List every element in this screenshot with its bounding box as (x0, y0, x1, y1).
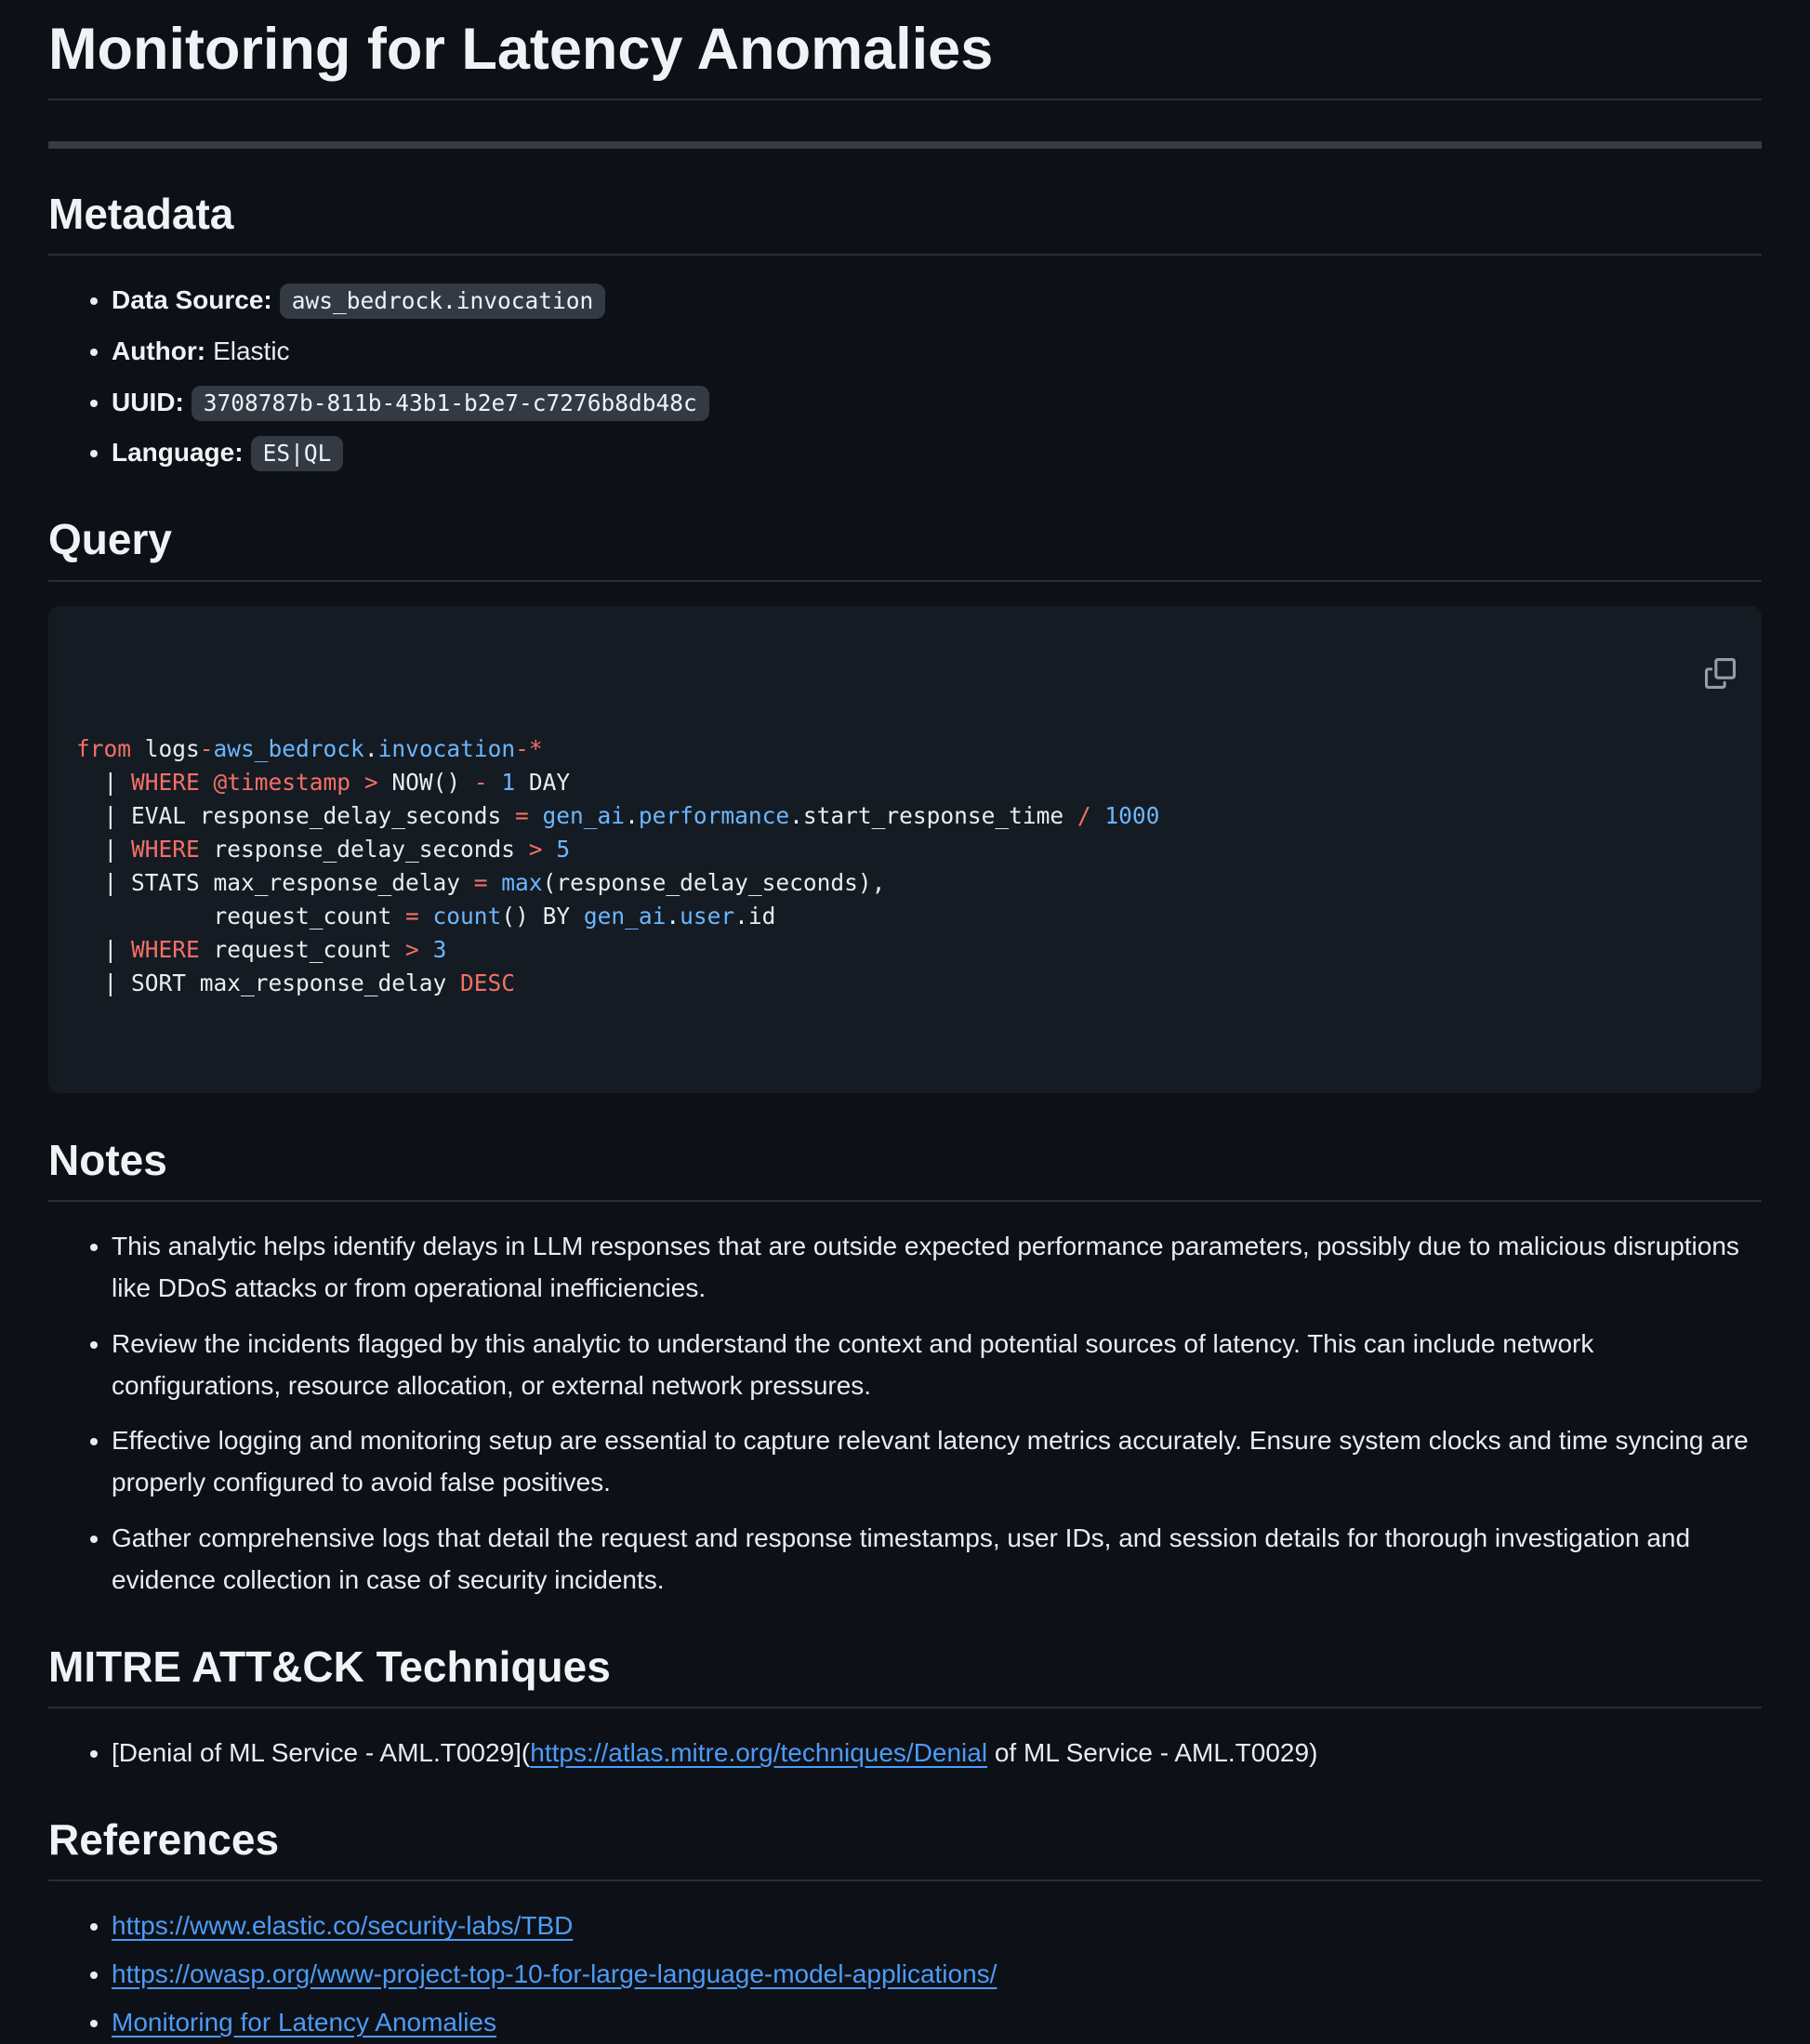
metadata-item-author (112, 331, 1762, 373)
copy-button[interactable] (1699, 625, 1741, 722)
mitre-link[interactable]: https://atlas.mitre.org/techniques/Denial (530, 1738, 988, 1768)
metadata-item-data-source (112, 280, 1762, 322)
reference-link-owasp[interactable]: https://owasp.org/www-project-top-10-for-large-language-model-applications/ (112, 1959, 997, 1989)
note-item: • Effective logging and monitoring setup are essential to capture relevant latency metrics accurately. Ensure system clocks and time syncing are properly configured to avoid false positives. (112, 1420, 1762, 1504)
metadata-label: Language: (112, 438, 244, 468)
metadata-item-language (112, 432, 1762, 474)
metadata-label: Author: (112, 336, 206, 365)
mitre-text-suffix: of ML Service - AML.T0029) (987, 1738, 1318, 1768)
references-list (48, 1906, 1762, 2043)
mitre-item (112, 1733, 1762, 1774)
horizontal-rule (48, 141, 1762, 149)
reference-link-monitoring[interactable]: Monitoring for Latency Anomalies (112, 2008, 496, 2037)
references-heading: References (48, 1813, 1762, 1882)
note-item: • Review the incidents flagged by this analytic to understand the context and potential sources of latency. This can include network configurations, resource allocation, or external network pressures. (112, 1324, 1762, 1407)
query-code-block (48, 606, 1762, 1093)
reference-item (112, 1906, 1762, 1947)
metadata-label: UUID: (112, 387, 184, 416)
metadata-heading: Metadata (48, 188, 1762, 257)
code-content: from logs-aws_bedrock.invocation-* | WHERE @timestamp > NOW() - 1 DAY | EVAL response_delay_seconds = gen_ai.performance.start_response_time / 1000 | WHERE response_delay_seconds > 5 | STATS max_response_delay = max(response_delay_seconds), request_count = count() BY gen_ai.user.id | WHERE request_count > 3 | SORT max_response_delay DESC (76, 734, 1160, 996)
notes-list (48, 1226, 1762, 1601)
reference-item (112, 1954, 1762, 1996)
reference-item (112, 2002, 1762, 2044)
copy-icon (1705, 658, 1736, 689)
inline-code-language: ES|QL (251, 436, 344, 471)
note-item: • This analytic helps identify delays in LLM responses that are outside expected performance parameters, possibly due to malicious disruptions like DDoS attacks or from operational inefficiencies. (112, 1226, 1762, 1310)
mitre-text-prefix: [Denial of ML Service - AML.T0029]( (112, 1738, 531, 1768)
mitre-list (48, 1733, 1762, 1774)
metadata-value: Elastic (213, 336, 290, 365)
metadata-label: Data Source: (112, 285, 272, 315)
metadata-item-uuid (112, 382, 1762, 424)
inline-code-data-source: aws_bedrock.invocation (280, 284, 606, 319)
reference-link-elastic[interactable]: https://www.elastic.co/security-labs/TBD (112, 1911, 574, 1941)
notes-heading: Notes (48, 1134, 1762, 1203)
metadata-list (48, 280, 1762, 474)
mitre-heading: MITRE ATT&CK Techniques (48, 1641, 1762, 1709)
page-title: Monitoring for Latency Anomalies (48, 15, 1762, 100)
note-item: • Gather comprehensive logs that detail the request and response timestamps, user IDs, and session details for thorough investigation and evidence collection in case of security incidents. (112, 1518, 1762, 1602)
inline-code-uuid: 3708787b-811b-43b1-b2e7-c7276b8db48c (192, 386, 709, 421)
query-heading: Query (48, 513, 1762, 582)
